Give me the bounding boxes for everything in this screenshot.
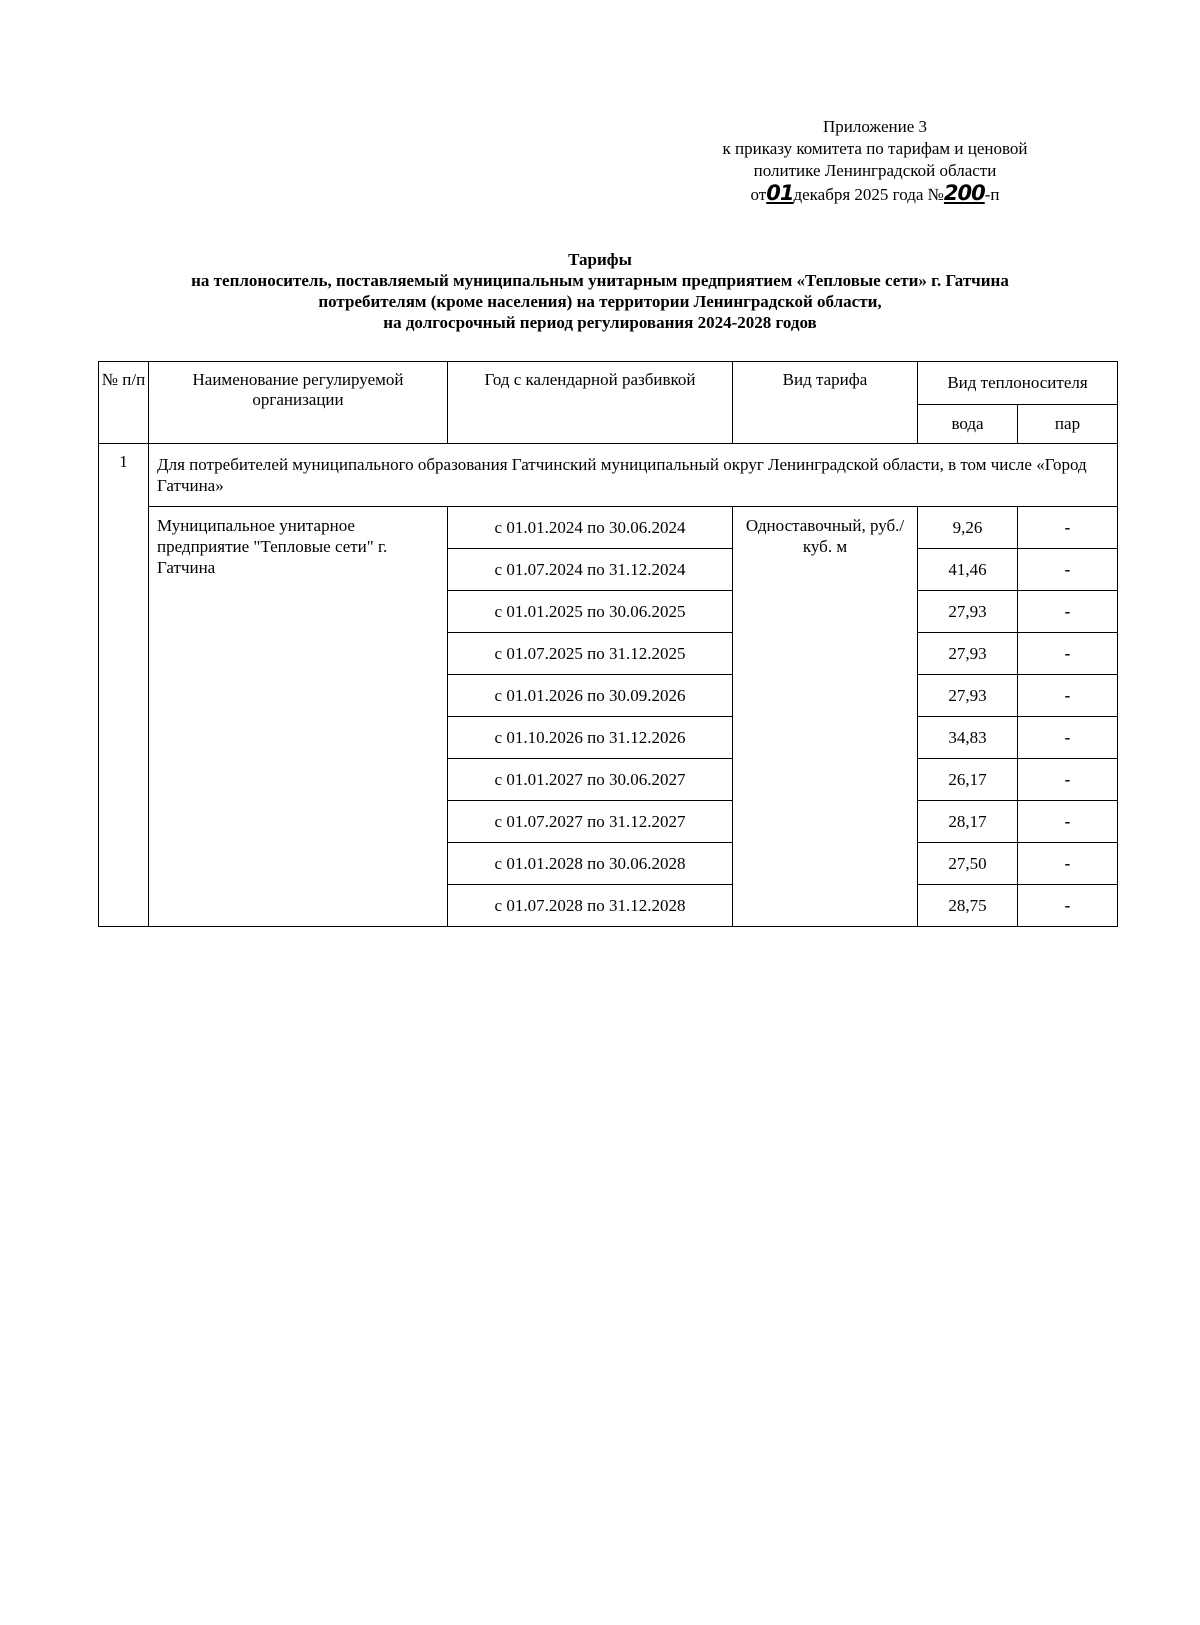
title-line-2: на теплоноситель, поставляемый муниципальным унитарным предприятием «Тепловые сети» г. Гатчина [191,271,1009,290]
header-steam: пар [1018,405,1118,444]
steam-value: - [1018,591,1118,633]
steam-value: - [1018,843,1118,885]
water-value: 26,17 [918,759,1018,801]
appendix-line-2: к приказу комитета по тарифам и ценовой [722,139,1028,158]
group-label: Для потребителей муниципального образования Гатчинский муниципальный округ Ленинградской области, в том числе «Город Гатчина» [149,444,1118,507]
appendix-number-suffix: -п [984,185,1000,204]
document-title [60,249,1140,333]
header-type: Вид тарифа [733,362,918,444]
header-org: Наименование регулируемой организации [149,362,448,444]
appendix-line-1: Приложение 3 [823,117,927,136]
tariff-table [98,361,1118,927]
appendix-date-middle: декабря 2025 года № [793,185,944,204]
steam-value: - [1018,759,1118,801]
water-value: 34,83 [918,717,1018,759]
group-row [99,444,1118,507]
period-cell: с 01.01.2025 по 30.06.2025 [448,591,733,633]
table-row [99,507,1118,549]
title-line-1: Тарифы [568,250,632,269]
header-water: вода [918,405,1018,444]
period-cell: с 01.01.2024 по 30.06.2024 [448,507,733,549]
steam-value: - [1018,717,1118,759]
steam-value: - [1018,675,1118,717]
header-num: № п/п [99,362,149,444]
water-value: 9,26 [918,507,1018,549]
period-cell: с 01.07.2027 по 31.12.2027 [448,801,733,843]
title-line-4: на долгосрочный период регулирования 2024-2028 годов [383,313,817,332]
period-cell: с 01.07.2028 по 31.12.2028 [448,885,733,927]
period-cell: с 01.01.2027 по 30.06.2027 [448,759,733,801]
steam-value: - [1018,801,1118,843]
period-cell: с 01.01.2028 по 30.06.2028 [448,843,733,885]
appendix-block [690,116,1060,206]
water-value: 27,93 [918,591,1018,633]
appendix-date-prefix: от [750,185,767,204]
period-cell: с 01.10.2026 по 31.12.2026 [448,717,733,759]
header-row [99,362,1118,405]
org-name: Муниципальное унитарное предприятие "Тепловые сети" г. Гатчина [149,507,448,927]
appendix-line-4 [690,182,1060,206]
period-cell: с 01.01.2026 по 30.09.2026 [448,675,733,717]
steam-value: - [1018,549,1118,591]
period-cell: с 01.07.2025 по 31.12.2025 [448,633,733,675]
header-carrier: Вид теплоносителя [918,362,1118,405]
header-period: Год с календарной разбивкой [448,362,733,444]
tariff-type: Одноставочный, руб./куб. м [733,507,918,927]
water-value: 27,93 [918,675,1018,717]
period-cell: с 01.07.2024 по 31.12.2024 [448,549,733,591]
water-value: 41,46 [918,549,1018,591]
appendix-handwritten-day: 01 [766,181,794,205]
water-value: 28,17 [918,801,1018,843]
steam-value: - [1018,507,1118,549]
water-value: 27,93 [918,633,1018,675]
steam-value: - [1018,885,1118,927]
water-value: 27,50 [918,843,1018,885]
group-num: 1 [99,444,149,927]
appendix-line-3: политике Ленинградской области [753,161,997,180]
steam-value: - [1018,633,1118,675]
title-line-3: потребителям (кроме населения) на территории Ленинградской области, [318,292,882,311]
appendix-handwritten-number: 200 [943,181,985,205]
water-value: 28,75 [918,885,1018,927]
